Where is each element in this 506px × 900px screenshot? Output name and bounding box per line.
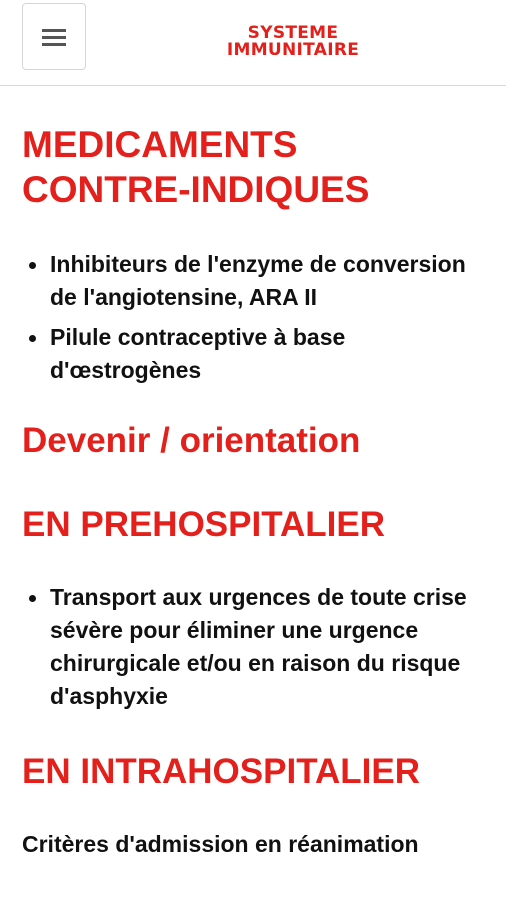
brand-line-1: SYSTEME xyxy=(247,23,339,43)
prehospitalier-list xyxy=(22,581,484,713)
hamburger-icon xyxy=(41,26,67,48)
contraindications-list xyxy=(22,248,484,387)
list-item: Pilule contraceptive à base d'œstrogènes xyxy=(22,321,484,387)
section-title-devenir: Devenir / orientation xyxy=(22,421,361,460)
brand-line-2: IMMUNITAIRE xyxy=(226,40,360,60)
section-title-prehospitalier: EN PREHOSPITALIER xyxy=(22,505,386,544)
criteria-text: Critères d'admission en réanimation xyxy=(22,831,419,857)
title-line-1: MEDICAMENTS xyxy=(22,124,298,165)
app-header xyxy=(0,0,506,86)
section-title-contraindications xyxy=(22,122,484,212)
title-line-2: CONTRE-INDIQUES xyxy=(22,169,370,210)
menu-button[interactable] xyxy=(22,3,86,70)
section-title-intrahospitalier: EN INTRAHOSPITALIER xyxy=(22,752,420,791)
list-item: Inhibiteurs de l'enzyme de conversion de l'angiotensine, ARA II xyxy=(22,248,484,314)
main-content xyxy=(0,122,506,861)
brand-logo[interactable] xyxy=(120,25,466,59)
list-item: Transport aux urgences de toute crise sévère pour éliminer une urgence chirurgicale et/ou en raison du risque d'asphyxie xyxy=(22,581,484,713)
